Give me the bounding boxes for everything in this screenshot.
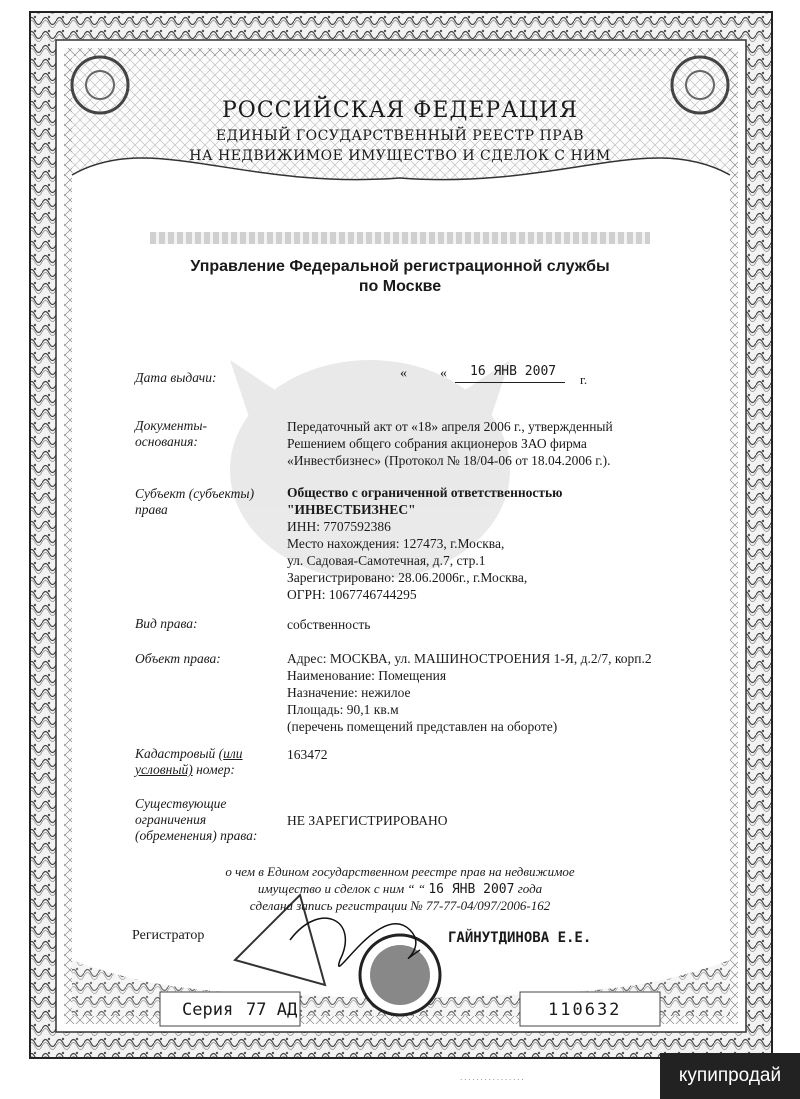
issue-date-underline <box>455 382 565 383</box>
cadastral-label-c: условный) <box>135 762 193 777</box>
subject-ogrn: ОГРН: 1067746744295 <box>287 587 417 602</box>
subject-label-line-2: права <box>135 502 168 517</box>
issue-date-quote-close: « <box>440 366 447 381</box>
record-line-3: сделана запись регистрации № 77-77-04/097/2006-162 <box>249 898 551 913</box>
subject-street: ул. Садовая-Самотечная, д.7, стр.1 <box>287 553 486 568</box>
record-line-2-b: “ <box>417 881 426 896</box>
issue-date-label: Дата выдачи: <box>135 370 217 385</box>
basis-label-line-2: основания: <box>135 434 198 449</box>
registry-subtitle-2: НА НЕДВИЖИМОЕ ИМУЩЕСТВО И СДЕЛОК С НИМ <box>189 148 611 164</box>
series-value: 77 АД <box>246 1000 298 1020</box>
object-purpose: Назначение: нежилое <box>287 685 411 700</box>
record-line-2-c: года <box>517 881 543 896</box>
basis-label <box>135 418 207 450</box>
cadastral-label <box>135 746 243 778</box>
object-name: Наименование: Помещения <box>287 668 447 683</box>
record-line-1: о чем в Едином государственном реестре прав на недвижимое <box>225 864 575 879</box>
subject-registered: Зарегистрировано: 28.06.2006г., г.Москва, <box>287 570 528 585</box>
subject-org-name: "ИНВЕСТБИЗНЕС" <box>287 502 416 517</box>
authority-line-2: по Москве <box>358 278 442 295</box>
subject-label-line-1: Субъект (субъекты) <box>135 486 255 501</box>
series-label: Серия <box>182 1000 234 1020</box>
document-title: РОССИЙСКАЯ ФЕДЕРАЦИЯ <box>221 98 579 123</box>
record-line-2-a: имущество и сделок с ним “ <box>257 881 415 896</box>
subject-value <box>287 484 562 603</box>
object-value <box>287 650 652 735</box>
issue-date-quote-open: « <box>400 366 407 381</box>
record-line-2 <box>0 881 800 897</box>
subject-location: Место нахождения: 127473, г.Москва, <box>287 536 505 551</box>
basis-line: Решением общего собрания акционеров ЗАО фирма <box>287 436 587 451</box>
issue-date-year-suffix: г. <box>580 372 588 387</box>
subject-label <box>135 486 254 518</box>
basis-label-line-1: Документы- <box>135 418 208 433</box>
object-address: Адрес: МОСКВА, ул. МАШИНОСТРОЕНИЯ 1-Я, д.2/7, корп.2 <box>287 651 652 666</box>
restrictions-label-line-2: ограничения <box>135 812 207 827</box>
restrictions-value: НЕ ЗАРЕГИСТРИРОВАНО <box>287 813 448 828</box>
right-type-value: собственность <box>287 617 371 632</box>
faded-text-band <box>150 232 650 244</box>
subject-org-form: Общество с ограниченной ответственностью <box>287 485 563 500</box>
restrictions-label-line-1: Существующие <box>135 796 227 811</box>
registrar-name: ГАЙНУТДИНОВА Е.Е. <box>448 930 592 946</box>
restrictions-label-line-3: (обременения) права: <box>135 828 258 843</box>
object-area: Площадь: 90,1 кв.м <box>287 702 399 717</box>
cadastral-label-a: Кадастровый ( <box>135 746 224 761</box>
right-type-label: Вид права: <box>135 616 198 631</box>
watermark-badge: купипродай <box>660 1053 800 1099</box>
object-note: (перечень помещений представлен на обороте) <box>287 719 558 734</box>
basis-line: «Инвестбизнес» (Протокол № 18/04-06 от 18.04.2006 г.). <box>287 453 611 468</box>
object-label: Объект права: <box>135 651 221 666</box>
authority-line-1: Управление Федеральной регистрационной службы <box>190 258 610 275</box>
cadastral-label-b: или <box>223 746 243 761</box>
subject-inn: ИНН: 7707592386 <box>287 519 391 534</box>
basis-line: Передаточный акт от «18» апреля 2006 г., утвержденный <box>287 419 613 434</box>
registrar-label: Регистратор <box>132 928 205 943</box>
restrictions-label <box>135 796 257 844</box>
registry-subtitle-1: ЕДИНЫЙ ГОСУДАРСТВЕННЫЙ РЕЕСТР ПРАВ <box>215 128 585 144</box>
series-number: 110632 <box>548 1000 622 1020</box>
cadastral-label-d: номер: <box>192 762 235 777</box>
issue-date-value: 16 ЯНВ 2007 <box>470 364 557 379</box>
record-date: 16 ЯНВ 2007 <box>428 882 515 897</box>
cadastral-value: 163472 <box>287 747 328 762</box>
printer-imprint: · · · · · · · · · · · · · · · · <box>460 1076 524 1084</box>
basis-value <box>287 418 613 469</box>
